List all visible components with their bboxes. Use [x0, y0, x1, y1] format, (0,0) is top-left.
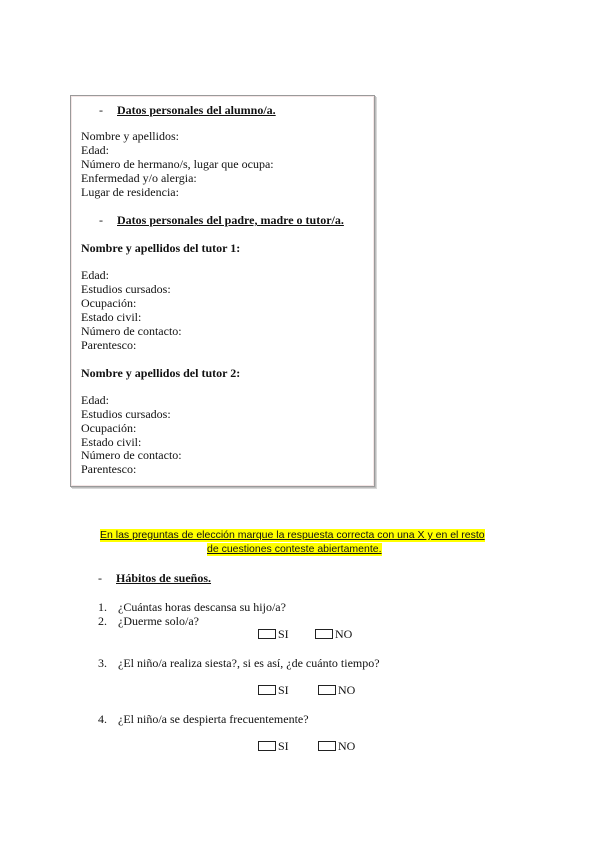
tutor1-field-contacto: Número de contacto:	[81, 324, 182, 338]
instruction-line-2: de cuestiones conteste abiertamente.	[207, 543, 382, 555]
tutor1-field-estado-civil: Estado civil:	[81, 310, 142, 324]
question-4: 4. ¿El niño/a se despierta frecuentemente?	[98, 712, 309, 726]
instruction-line-1: En las preguntas de elección marque la respuesta correcta con una X y en el resto	[100, 529, 485, 541]
q4-no-label: NO	[338, 739, 356, 753]
tutor1-field-parentesco: Parentesco:	[81, 338, 137, 352]
student-data-heading: - Datos personales del alumno/a.	[99, 103, 276, 117]
parent-data-heading-text: Datos personales del padre, madre o tutor/a.	[117, 213, 344, 227]
q3-si-label: SI	[278, 683, 289, 697]
student-data-box	[70, 95, 375, 487]
field-nombre: Nombre y apellidos:	[81, 129, 179, 143]
tutor1-field-edad: Edad:	[81, 268, 109, 282]
q3-no-label: NO	[338, 683, 356, 697]
q4-si-label: SI	[278, 739, 289, 753]
parent-data-heading: - Datos personales del padre, madre o tutor/a.	[99, 213, 344, 227]
field-residencia: Lugar de residencia:	[81, 185, 179, 199]
question-1: 1. ¿Cuántas horas descansa su hijo/a?	[98, 600, 286, 614]
q2-no-label: NO	[335, 627, 353, 641]
q2-si-checkbox[interactable]	[258, 629, 276, 639]
field-edad: Edad:	[81, 143, 109, 157]
tutor1-field-ocupacion: Ocupación:	[81, 296, 137, 310]
q2-si-label: SI	[278, 627, 289, 641]
sleep-habits-heading: - Hábitos de sueños.	[98, 571, 212, 585]
tutor2-field-parentesco: Parentesco:	[81, 462, 137, 476]
q3-si-checkbox[interactable]	[258, 685, 276, 695]
field-hermanos: Número de hermano/s, lugar que ocupa:	[81, 157, 274, 171]
sleep-habits-heading-text: Hábitos de sueños.	[116, 571, 212, 585]
tutor2-field-contacto: Número de contacto:	[81, 448, 182, 462]
tutor2-field-estudios: Estudios cursados:	[81, 407, 171, 421]
q2-no-checkbox[interactable]	[315, 629, 333, 639]
field-enfermedad: Enfermedad y/o alergia:	[81, 171, 197, 185]
tutor1-title: Nombre y apellidos del tutor 1:	[81, 241, 241, 255]
tutor2-field-ocupacion: Ocupación:	[81, 421, 137, 435]
student-data-heading-text: Datos personales del alumno/a.	[117, 103, 276, 117]
tutor2-title: Nombre y apellidos del tutor 2:	[81, 366, 241, 380]
tutor1-field-estudios: Estudios cursados:	[81, 282, 171, 296]
question-2: 2. ¿Duerme solo/a?	[98, 614, 199, 628]
question-3: 3. ¿El niño/a realiza siesta?, si es así, ¿de cuánto tiempo?	[98, 656, 380, 670]
tutor2-field-estado-civil: Estado civil:	[81, 435, 142, 449]
q4-si-checkbox[interactable]	[258, 741, 276, 751]
q3-no-checkbox[interactable]	[318, 685, 336, 695]
tutor2-field-edad: Edad:	[81, 393, 109, 407]
q4-no-checkbox[interactable]	[318, 741, 336, 751]
